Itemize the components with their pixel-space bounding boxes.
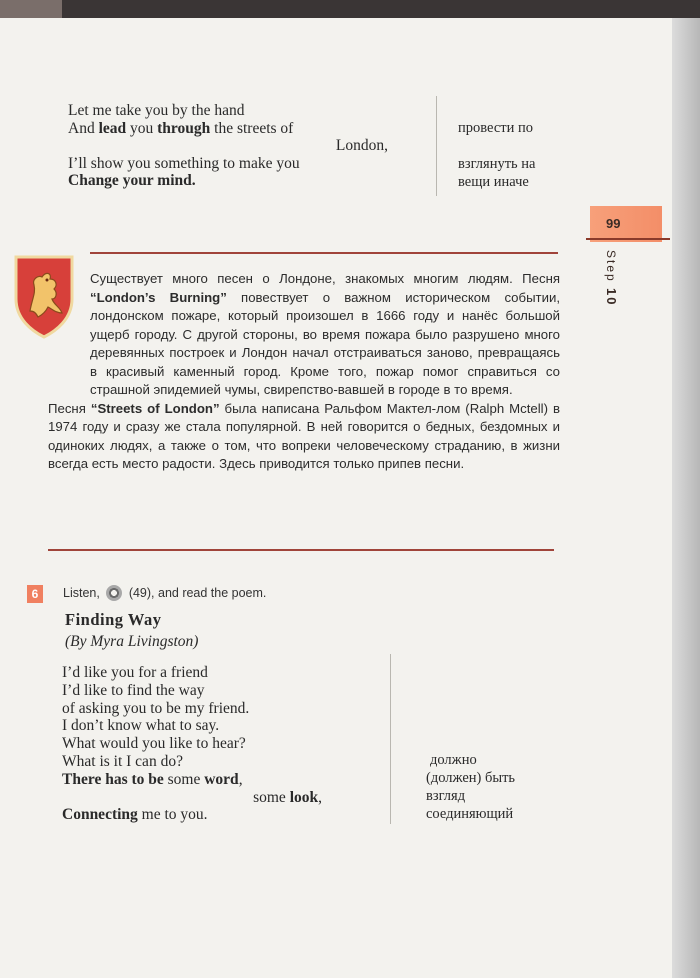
exercise-instruction [63,585,266,601]
poem-line [62,717,322,735]
line-text: Let me take you by the hand [68,102,245,119]
poem-line [68,155,388,173]
line-text: the streets of [210,119,294,137]
poem-title: Finding Way [65,610,162,629]
song-excerpt [68,102,388,190]
page-number: 99 [606,216,621,231]
info-text: Песня [48,400,91,416]
line-text: of asking you to be my friend. [62,699,250,717]
poem-text [62,664,322,824]
instruction-text: Listen, [63,586,100,600]
top-strip-accent [0,0,62,18]
gloss-item: взглянуть на [458,156,536,172]
gloss-item: провести по [458,120,533,136]
line-text: I’ll show you something to make you [68,154,300,172]
emphasized-phrase: look [289,788,319,806]
poem-line [62,753,322,771]
gloss-item: (должен) быть [426,770,516,786]
poem-line [62,735,322,753]
line-text: And [68,119,99,137]
gloss-divider [436,96,437,196]
poem-line [62,789,322,807]
page-number-tab [590,206,662,242]
info-text: Существует много песен о Лондоне, знакомых многим людям. Песня [90,271,560,286]
instruction-track: (49), and read the poem. [128,586,267,600]
poem-line [68,172,388,190]
info-top-rule [90,252,558,254]
gloss-divider [390,654,391,824]
poem-line [62,682,322,700]
emphasized-phrase: Change your mind. [68,172,196,189]
poem-line [68,137,388,155]
gloss-item: соединяющий [426,806,514,822]
song-title: “London’s Burning” [90,289,227,305]
gloss-item: должно [430,752,477,768]
poem-line [68,102,388,120]
gloss-item: вещи иначе [458,174,529,190]
page-rule [586,238,670,240]
emphasized-phrase: lead [98,119,127,137]
poem-author: (By Myra Livingston) [65,633,199,650]
info-text: повествует о важном историческом событии, лондонском пожаре, который произошел в 1666 году и нанёс большой ущерб городу. С другой стороны, во время пожара было разрушено много деревянных построек и Лондон начал отстраиваться заново, превращаясь в красивый каменный город. Кроме того, пожар помог справиться со страшной эпидемией чумы, свирепство-вавшей в городе в то время. [90,289,560,397]
line-text: some [253,788,290,806]
line-text: me to you. [137,806,208,824]
line-text: What is it I can do? [62,752,183,770]
info-bottom-rule [48,549,554,551]
line-text: I’d like to find the way [62,681,205,699]
poem-line [62,664,322,682]
top-dark-strip [0,0,700,18]
gloss-item: взгляд [426,788,466,804]
line-text: some [163,770,205,788]
london-songs-info-text [48,270,560,474]
step-label [604,250,619,307]
poem-line [62,771,322,789]
line-text: I’d like you for a friend [62,664,208,681]
page-edge-shadow [672,18,700,978]
emphasized-phrase: through [157,119,211,137]
step-number: 10 [604,288,619,307]
emphasized-phrase: There has to be [62,770,164,788]
line-text: you [126,119,158,137]
poem-line [62,700,322,718]
poem-line [68,120,388,138]
emphasized-phrase: Connecting [62,806,138,824]
line-text: I don’t know what to say. [62,717,220,735]
line-text: , [318,788,322,806]
song-title: “Streets of London” [90,400,220,416]
line-text: London, [335,137,388,154]
audio-disc-icon [106,585,122,601]
line-text: What would you like to hear? [62,735,246,753]
line-text: , [238,770,243,788]
step-word: Step [604,250,618,283]
emphasized-phrase: word [204,770,239,788]
exercise-number-badge: 6 [27,585,43,603]
info-text: была написана Ральфом Мактел-лом (Ralph Mctell) в 1974 году и сразу же стала популярной. В ней говорится о бедных, бездомных и одиноких людях, а также о том, что вопреки человеческому страданию, в жизни всегда есть место радости. Здесь приводится только припев песни. [48,400,561,471]
poem-line [62,806,322,824]
